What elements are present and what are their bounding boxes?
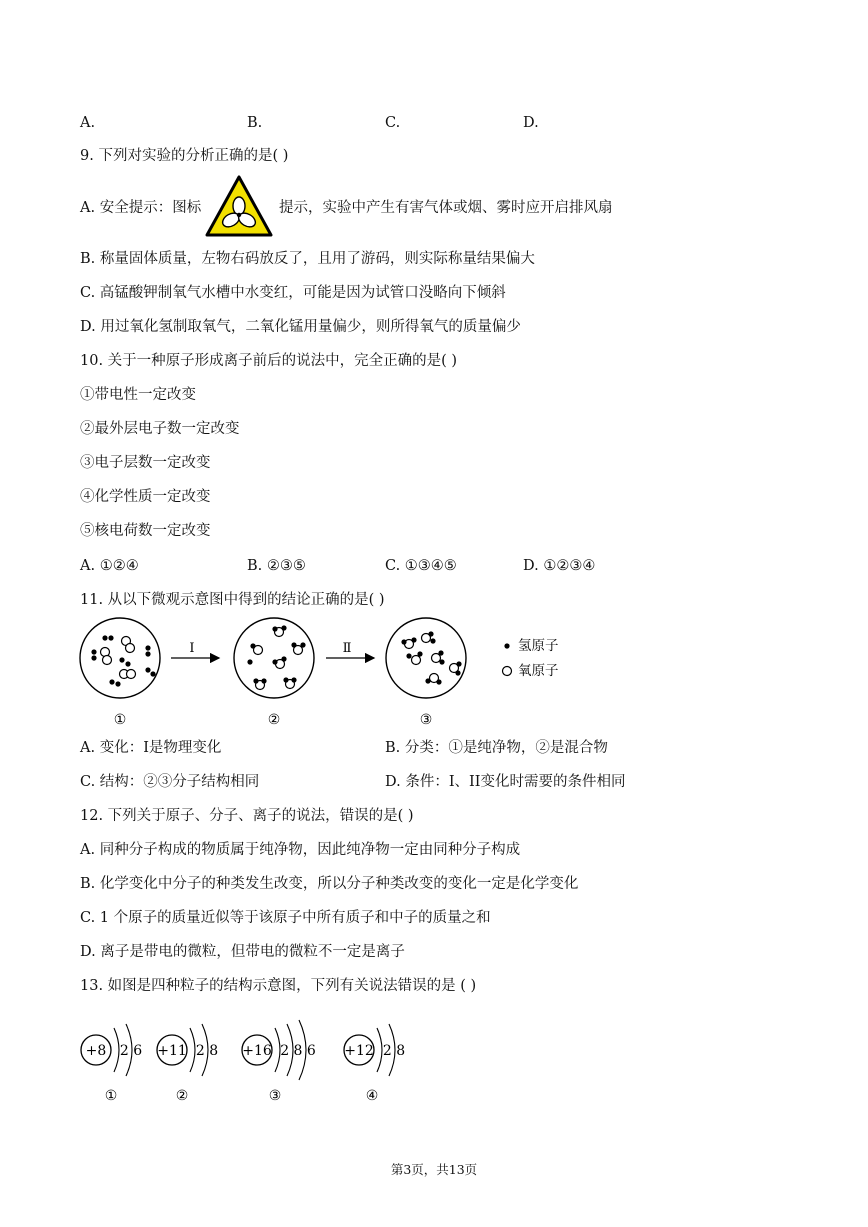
atom-2-nucleus: +11 [157, 1043, 187, 1059]
atom-3-nucleus: +16 [242, 1043, 272, 1059]
q10-item-4: ④化学性质一定改变 [80, 489, 211, 505]
circle-label-3: ③ [419, 712, 433, 728]
atom-2-label: ② [175, 1088, 189, 1104]
q11-molecule-diagram [76, 612, 596, 732]
q10-item-2: ②最外层电子数一定改变 [80, 421, 240, 437]
q8-option-c: C. [385, 115, 401, 131]
atom-4-nucleus: +12 [344, 1043, 374, 1059]
q10-option-b: B. ②③⑤ [247, 558, 306, 574]
q8-option-d: D. [523, 115, 539, 131]
q13-stem: 13. 如图是四种粒子的结构示意图，下列有关说法错误的是 ( ) [80, 978, 477, 994]
q9-option-c: C. 高锰酸钾制氧气水槽中水变红，可能是因为试管口没略向下倾斜 [80, 285, 506, 301]
diagram-circle-2 [234, 618, 314, 698]
atom-3-electrons: 2 8 6 [280, 1043, 316, 1059]
page-footer: 第3页，共13页 [390, 1162, 478, 1177]
atom-1-electrons: 2 6 [119, 1043, 143, 1059]
q10-option-a: A. ①②④ [80, 558, 139, 574]
q11-option-c: C. 结构：②③分子结构相同 [80, 774, 260, 790]
legend-oxygen-label: 氧原子 [518, 663, 559, 679]
diagram-circle-1 [80, 618, 160, 698]
q13-atom-structure-diagram [76, 1012, 436, 1112]
q10-option-d: D. ①②③④ [523, 558, 596, 574]
atom-4-label: ④ [365, 1088, 379, 1104]
atom-3-label: ③ [268, 1088, 282, 1104]
atom-structure-4 [344, 1024, 405, 1104]
q11-option-a: A. 变化：I是物理变化 [80, 740, 222, 756]
atom-structure-3 [242, 1020, 316, 1104]
q10-option-c: C. ①③④⑤ [385, 558, 457, 574]
atom-structure-1 [81, 1024, 142, 1104]
q10-item-1: ①带电性一定改变 [80, 387, 196, 403]
q12-stem: 12. 下列关于原子、分子、离子的说法，错误的是( ) [80, 808, 414, 824]
legend-oxygen-dot [503, 667, 512, 676]
q10-item-5: ⑤核电荷数一定改变 [80, 523, 211, 539]
q10-stem: 10. 关于一种原子形成离子前后的说法中，完全正确的是( ) [80, 353, 458, 369]
ventilation-fan-warning-icon [204, 174, 274, 238]
q11-option-b: B. 分类：①是纯净物，②是混合物 [385, 740, 608, 756]
q12-option-d: D. 离子是带电的微粒，但带电的微粒不一定是离子 [80, 944, 405, 960]
circle-label-2: ② [267, 712, 281, 728]
atom-1-label: ① [104, 1088, 118, 1104]
q8-option-a: A. [80, 115, 96, 131]
arrow-label-1: I [189, 641, 195, 656]
atom-structure-2 [157, 1024, 218, 1104]
q10-item-3: ③电子层数一定改变 [80, 455, 211, 471]
q11-option-d: D. 条件：I、II变化时需要的条件相同 [385, 774, 626, 790]
arrow-label-2: Ⅱ [342, 641, 352, 656]
q9-option-b: B. 称量固体质量，左物右码放反了，且用了游码，则实际称量结果偏大 [80, 251, 535, 267]
legend-hydrogen-label: 氢原子 [518, 638, 559, 654]
q9-option-d: D. 用过氧化氢制取氧气，二氧化锰用量偏少，则所得氧气的质量偏少 [80, 319, 521, 335]
diagram-circle-3 [386, 618, 466, 698]
q12-option-c: C. 1 个原子的质量近似等于该原子中所有质子和中子的质量之和 [80, 910, 491, 926]
q11-stem: 11. 从以下微观示意图中得到的结论正确的是( ) [80, 592, 385, 608]
q9-option-a-suffix: 提示，实验中产生有害气体或烟、雾时应开启排风扇 [279, 200, 613, 216]
atom-4-electrons: 2 8 [382, 1043, 406, 1059]
q12-option-a: A. 同种分子构成的物质属于纯净物，因此纯净物一定由同种分子构成 [80, 842, 521, 858]
q9-option-a-prefix: A. 安全提示：图标 [80, 200, 202, 216]
q12-option-b: B. 化学变化中分子的种类发生改变，所以分子种类改变的变化一定是化学变化 [80, 876, 579, 892]
atom-2-electrons: 2 8 [195, 1043, 219, 1059]
atom-1-nucleus: +8 [85, 1043, 107, 1059]
legend-hydrogen-dot [504, 643, 509, 648]
q9-stem: 9. 下列对实验的分析正确的是( ) [80, 148, 289, 164]
circle-label-1: ① [113, 712, 127, 728]
q8-option-b: B. [247, 115, 263, 131]
